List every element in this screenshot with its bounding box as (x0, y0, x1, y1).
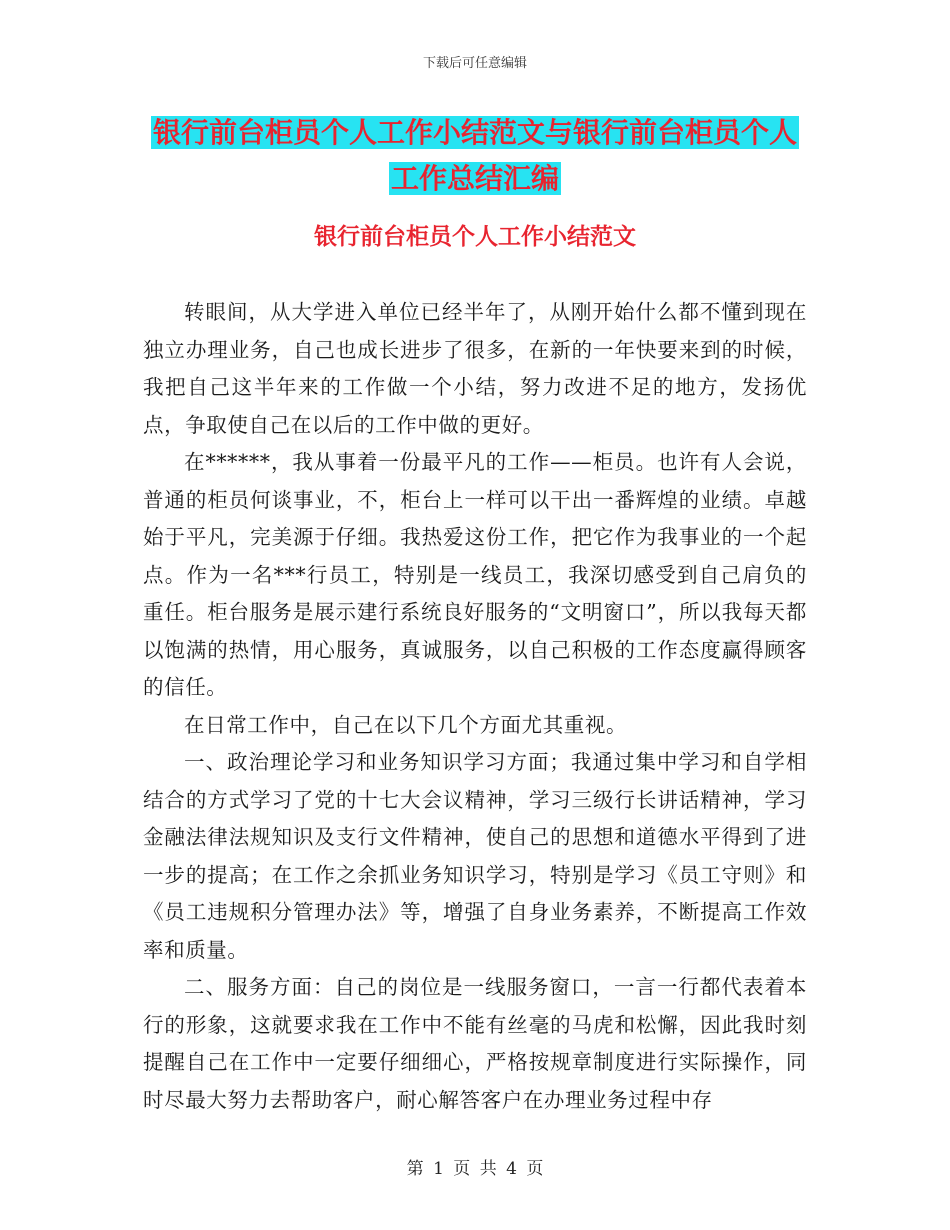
paragraph: 在******，我从事着一份最平凡的工作——柜员。也许有人会说，普通的柜员何谈事业，不，柜台上一样可以干出一番辉煌的业绩。卓越始于平凡，完美源于仔细。我热爱这份工作，把它作为我事业的一个起点。作为一名***行员工，特别是一线员工，我深切感受到自己肩负的重任。柜台服务是展示建行系统良好服务的“文明窗口”，所以我每天都以饱满的热情，用心服务，真诚服务，以自己积极的工作态度赢得顾客的信任。 (143, 450, 807, 699)
document-title-line-2: 工作总结汇编 (390, 162, 559, 195)
paragraph: 一、政治理论学习和业务知识学习方面；我通过集中学习和自学相结合的方式学习了党的十七大会议精神，学习三级行长讲话精神，学习金融法律法规知识及支行文件精神，使自己的思想和道德水平得到了进一步的提高；在工作之余抓业务知识学习，特别是学习《员工守则》和《员工违规积分管理办法》等，增强了自身业务素养，不断提高工作效率和质量。 (143, 750, 807, 962)
page-footer: 第 1 页 共 4 页 (406, 1159, 544, 1179)
paragraph: 在日常工作中，自己在以下几个方面尤其重视。 (184, 712, 628, 737)
paragraph: 二、服务方面：自己的岗位是一线服务窗口，一言一行都代表着本行的形象，这就要求我在工作中不能有丝毫的马虎和松懈，因此我时刻提醒自己在工作中一定要仔细细心，严格按规章制度进行实际操作，同时尽最大努力去帮助客户，耐心解答客户在办理业务过程中存 (143, 975, 807, 1112)
document-title (150, 110, 800, 202)
header-note: 下载后可任意编辑 (422, 56, 527, 71)
paragraph: 转眼间，从大学进入单位已经半年了，从刚开始什么都不懂到现在独立办理业务，自己也成长进步了很多，在新的一年快要来到的时候，我把自己这半年来的工作做一个小结，努力改进不足的地方，发扬优点，争取使自己在以后的工作中做的更好。 (143, 300, 807, 437)
section-title: 银行前台柜员个人工作小结范文 (314, 224, 636, 250)
document-body (143, 294, 807, 1119)
document-title-line-1: 银行前台柜员个人工作小结范文与银行前台柜员个人 (152, 116, 797, 149)
